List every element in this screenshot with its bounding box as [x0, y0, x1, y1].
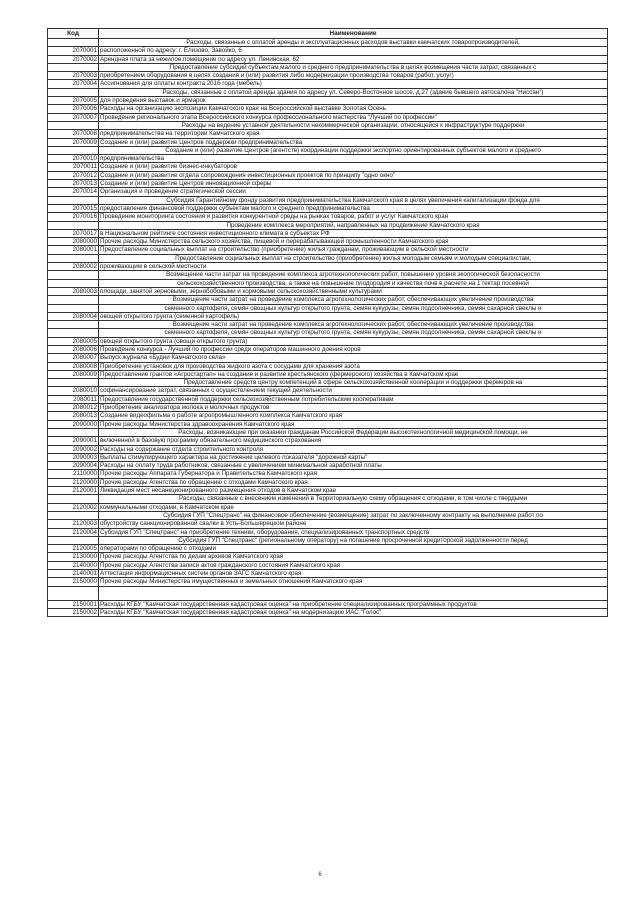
row-name: Субсидия ГУП "Спецтранс" на приобретение техники, оборудования, специализированных транспортных средств — [99, 528, 608, 536]
table-row — [48, 428, 608, 436]
table-row — [48, 204, 608, 212]
table-row — [48, 238, 608, 246]
row-name: предоставления финансовой поддержки субъектам малого и среднего предпринимательства — [99, 204, 608, 212]
row-name: расположенной по адресу: г. Елизово, Завойко, 6 — [99, 47, 608, 55]
row-code: 2120005 — [48, 545, 99, 553]
row-name: Создание и (или) развитие бизнес-инкубаторов — [99, 163, 608, 171]
row-code: 2080007 — [48, 354, 99, 362]
row-code: 2070002 — [48, 55, 99, 63]
row-code: 2120003 — [48, 520, 99, 528]
row-name: семенного картофеля, семян овощных культур открытого грунта, семян кукурузы, семян подсолнечника, семян сахарной свеклы и — [99, 329, 608, 337]
table-row — [48, 511, 608, 519]
row-code — [48, 196, 99, 204]
code-column-header: Код — [48, 29, 99, 39]
row-name: Расходы на организацию экспозиции Камчатского края на Всероссийской выставке Золотая Осень — [99, 105, 608, 113]
row-name: Выпуск журнала «Будни Камчатского села» — [99, 354, 608, 362]
row-name: Прочие расходы Аппарата Губернатора и Правительства Камчатского края — [99, 470, 608, 478]
row-code: 2070001 — [48, 47, 99, 55]
table-row — [48, 138, 608, 146]
table-row — [48, 63, 608, 71]
row-code — [48, 296, 99, 304]
table-row — [48, 487, 608, 495]
row-code: 2070014 — [48, 188, 99, 196]
row-code — [48, 271, 99, 279]
table-row — [48, 404, 608, 412]
row-code: 2080001 — [48, 246, 99, 254]
table-row — [48, 39, 608, 47]
table-row — [48, 180, 608, 188]
row-name: Расходы КГБУ "Камчатская государственная кадастровая оценка" на модернизацию ИАС "Голос" — [99, 608, 608, 616]
row-code: 2070013 — [48, 180, 99, 188]
row-code: 2080005 — [48, 337, 99, 345]
row-code: 2120004 — [48, 528, 99, 536]
table-row — [48, 321, 608, 329]
row-name: Прочие расходы Министерства здравоохранения Камчатского края — [99, 420, 608, 428]
table-row — [48, 55, 608, 63]
table-row — [48, 130, 608, 138]
row-name: Предоставление социальных выплат на строительство (приобретение) жилья гражданам, проживающим в сельской местности — [99, 246, 608, 254]
table-row — [48, 188, 608, 196]
table-row — [48, 528, 608, 536]
row-code — [48, 304, 99, 312]
row-name: Организация и проведение стратегической сессии — [99, 188, 608, 196]
row-code — [48, 321, 99, 329]
row-name: Проведение регионального этапа Всероссийского конкурса профессионального мастерства "Лучший по профессии" — [99, 113, 608, 121]
row-code: 2080008 — [48, 362, 99, 370]
row-name: Приобретение установок для производства жидкого азота с сосудами для хранения азота — [99, 362, 608, 370]
row-code: 2070005 — [48, 97, 99, 105]
row-name: Прочие расходы Агентства по делам архивов Камчатского края — [99, 553, 608, 561]
row-name: площади, занятой зерновыми, зернобобовыми и кормовыми сельскохозяйственными культурами — [99, 287, 608, 295]
table-row — [48, 354, 608, 362]
row-code: 2090004 — [48, 462, 99, 470]
table-row — [48, 495, 608, 503]
row-name: Возмещение части затрат на проведение комплекса агротехнологических работ, обеспечивающих увеличение производства — [99, 321, 608, 329]
budget-codes-table — [47, 28, 608, 617]
table-row — [48, 345, 608, 353]
row-name: Предоставление грантов «Агростартап» на создание и развитие крестьянского (фермерского) хозяйства в Камчатском крае — [99, 370, 608, 378]
table-row — [48, 287, 608, 295]
row-name: Расходы на содержание отдела строительного контроля — [99, 445, 608, 453]
row-name: Прочие расходы Агентства по обращению с отходами Камчатского края — [99, 478, 608, 486]
table-row — [48, 478, 608, 486]
row-code — [48, 495, 99, 503]
row-name: Арендная плата за нежилое помещение по адресу ул. Ленинская, 62 — [99, 55, 608, 63]
table-row — [48, 470, 608, 478]
row-name: семенного картофеля, семян овощных культур открытого грунта, семян кукурузы, семян подсолнечника, семян сахарной свеклы и — [99, 304, 608, 312]
row-code — [48, 379, 99, 387]
row-code — [48, 39, 99, 47]
table-row — [48, 196, 608, 204]
table-row — [48, 271, 608, 279]
table-row — [48, 121, 608, 129]
document-page — [47, 28, 607, 617]
row-code: 2120001 — [48, 487, 99, 495]
row-code: 2080009 — [48, 370, 99, 378]
row-name: коммунальными отходами, в Камчатском крае — [99, 503, 608, 511]
table-row — [48, 263, 608, 271]
row-name: Проведение мониторинга состояния и развития конкурентной среды на рынках товаров, работ и услуг Камчатского края — [99, 213, 608, 221]
row-name: Предоставление субсидий субъектам малого и среднего предпринимательства в целях возмещения части затрат, связанных с — [99, 63, 608, 71]
row-name: Субсидия Гарантийному фонду развития предпринимательства Камчатского края в целях увеличения капитализации фонда для — [99, 196, 608, 204]
row-code: 2080012 — [48, 404, 99, 412]
table-row — [48, 586, 608, 600]
row-code: 2150002 — [48, 608, 99, 616]
row-name: Возмещение части затрат на проведение комплекса агротехнологических работ, повышение уровня экологической безопасности — [99, 271, 608, 279]
row-name: Расходы КГБУ "Камчатская государственная кадастровая оценка" на приобретение специализированных программных продуктов — [99, 600, 608, 608]
page-number: 6 — [318, 872, 322, 878]
row-code: 2090002 — [48, 445, 99, 453]
row-code: 2070015 — [48, 204, 99, 212]
row-code: 2120002 — [48, 503, 99, 511]
table-row — [48, 88, 608, 96]
row-name: Субсидия ГУП "Спецтранс" (региональному оператору) на погашение просроченной кредиторской задолженности перед — [99, 536, 608, 544]
table-row — [48, 329, 608, 337]
row-code: 2070008 — [48, 130, 99, 138]
row-name: овощей открытого грунта (семенной картофель) — [99, 312, 608, 320]
row-name: Расходы, связанные с оплатой аренды и эксплуатационных расходов выставки камчатских товаропроизводителей, — [99, 39, 608, 47]
row-name: Расходы на ведение уставной деятельности некоммерческой организации, относящейся к инфраструктуре поддержки — [99, 121, 608, 129]
table-row — [48, 146, 608, 154]
row-code: 2150000 — [48, 578, 99, 586]
row-name: Приобретение анализатора молока и молочных продуктов — [99, 404, 608, 412]
table-row — [48, 437, 608, 445]
row-name: овощей открытого грунта (овощи открытого грунта) — [99, 337, 608, 345]
row-name: Предоставление государственной поддержки сельскохозяйственным потребительским кооперативам — [99, 395, 608, 403]
row-code: 2080006 — [48, 345, 99, 353]
row-code: 2070004 — [48, 80, 99, 88]
table-row — [48, 296, 608, 304]
row-code: 2080013 — [48, 412, 99, 420]
row-name: Расходы на оплату труда работников, связанные с увеличением минимальной заработной платы — [99, 462, 608, 470]
row-code: 2150001 — [48, 600, 99, 608]
table-row — [48, 561, 608, 569]
row-name: Проведение конкурса - Лучший по профессии среди операторов машинного доения коров — [99, 345, 608, 353]
row-code: 2070016 — [48, 213, 99, 221]
table-row — [48, 304, 608, 312]
row-code: 2070011 — [48, 163, 99, 171]
row-name: проживающим в сельской местности — [99, 263, 608, 271]
row-code: 2080010 — [48, 387, 99, 395]
table-row — [48, 553, 608, 561]
table-row — [48, 578, 608, 586]
row-name: Создание и (или) развитие Центров (агентств) координации поддержки экспортно ориентированных субъектов малого и среднего — [99, 146, 608, 154]
table-row — [48, 171, 608, 179]
row-code — [48, 146, 99, 154]
row-name: Прочие расходы Министерства имущественных и земельных отношений Камчатского края — [99, 578, 608, 586]
row-code: 2080002 — [48, 263, 99, 271]
table-row — [48, 221, 608, 229]
table-row — [48, 47, 608, 55]
row-name: Создание видеофильма о работе агропромышленного комплекса Камчатского края — [99, 412, 608, 420]
row-code — [48, 254, 99, 262]
table-row — [48, 600, 608, 608]
table-body — [48, 39, 608, 617]
row-code: 2090000 — [48, 420, 99, 428]
table-row — [48, 312, 608, 320]
row-name: операторами по обращению с отходами — [99, 545, 608, 553]
row-code: 2070012 — [48, 171, 99, 179]
row-code: 2080011 — [48, 395, 99, 403]
row-code: 2070010 — [48, 155, 99, 163]
table-row — [48, 213, 608, 221]
table-row — [48, 362, 608, 370]
row-name: для проведения выставок и ярмарок — [99, 97, 608, 105]
row-name: софинансирование затрат, связанных с осуществлением текущей деятельности — [99, 387, 608, 395]
row-name: Создание и (или) развитие отдела сопровождения инвестиционных проектов по принципу "одно окно" — [99, 171, 608, 179]
table-row — [48, 420, 608, 428]
row-code — [48, 511, 99, 519]
row-name: Расходы, связанные с внесением изменений в Территориальную схему обращения с отходами, в том числе с твердыми — [99, 495, 608, 503]
row-name: Ликвидация мест несанкционированного размещения отходов в Камчатском крае — [99, 487, 608, 495]
row-code: 2120000 — [48, 478, 99, 486]
row-code — [48, 88, 99, 96]
row-code: 2090001 — [48, 437, 99, 445]
table-row — [48, 113, 608, 121]
table-row — [48, 387, 608, 395]
row-name: предпринимательства на территории Камчатского края — [99, 130, 608, 138]
table-row — [48, 105, 608, 113]
row-name: в Национальном рейтинге состояния инвестиционного климата в субъектах РФ — [99, 229, 608, 237]
table-row — [48, 445, 608, 453]
row-code: 2090003 — [48, 453, 99, 461]
table-row — [48, 80, 608, 88]
table-row — [48, 254, 608, 262]
row-name: обустройству санкционированной свалки в Усть-Большерецком районе — [99, 520, 608, 528]
row-code: 2070009 — [48, 138, 99, 146]
name-column-header: Наименование — [99, 29, 608, 39]
table-row — [48, 337, 608, 345]
row-name: Прочие расходы Агентства записи актов гражданского состояния Камчатского края — [99, 561, 608, 569]
row-code: 2070017 — [48, 229, 99, 237]
row-name: Выплаты стимулирующего характера на достижение целевого показателя "дорожной карты" — [99, 453, 608, 461]
row-name: Аттестация информационных систем органов ЗАГС Камчатского края — [99, 570, 608, 578]
table-row — [48, 453, 608, 461]
row-code: 2140001 — [48, 570, 99, 578]
row-name: Возмещение части затрат на проведение комплекса агротехнологических работ, обеспечивающих увеличение производства — [99, 296, 608, 304]
row-name: предпринимательства — [99, 155, 608, 163]
row-name: Ассигнования для оплаты контракта 2016 года (мебель) — [99, 80, 608, 88]
row-name: Создание и (или) развитие Центров поддержки предпринимательства — [99, 138, 608, 146]
table-row — [48, 279, 608, 287]
row-code — [48, 428, 99, 436]
row-code: 2080004 — [48, 312, 99, 320]
table-row — [48, 379, 608, 387]
row-name: Расходы, связанные с оплатой аренды здания по адресу ул. Северо-Восточное шоссе, д.27 (здание бывшего автосалона "Ниссан") — [99, 88, 608, 96]
row-name: Субсидия ГУП "Спецтранс" на финансовое обеспечение (возмещение) затрат по заключенному контракту на выполнение работ по — [99, 511, 608, 519]
row-name: включенной в базовую программу обязательного медицинского страхования — [99, 437, 608, 445]
table-row — [48, 545, 608, 553]
row-name: сельскохозяйственного производства, а также на повышение плодородия и качества почв в расчете на 1 гектар посевной — [99, 279, 608, 287]
row-code: 2080003 — [48, 287, 99, 295]
table-row — [48, 395, 608, 403]
table-row — [48, 246, 608, 254]
table-row — [48, 370, 608, 378]
table-row — [48, 97, 608, 105]
row-code: 2110000 — [48, 470, 99, 478]
row-name: Расходы, возникающие при оказании гражданам Российской Федерации высокотехнологичной медицинской помощи, не — [99, 428, 608, 436]
row-code: 2080000 — [48, 238, 99, 246]
table-row — [48, 536, 608, 544]
table-row — [48, 412, 608, 420]
table-row — [48, 163, 608, 171]
row-name: Предоставление средств центру компетенций в сфере сельскохозяйственной кооперации и поддержки фермеров на — [99, 379, 608, 387]
row-code: 2070003 — [48, 72, 99, 80]
table-row — [48, 462, 608, 470]
table-row — [48, 608, 608, 616]
row-code: 2070007 — [48, 113, 99, 121]
row-name: Предоставление социальных выплат на строительство (приобретение) жилья молодым семьям и молодым специалистам, — [99, 254, 608, 262]
row-code: 2070006 — [48, 105, 99, 113]
row-code — [48, 329, 99, 337]
table-row — [48, 155, 608, 163]
row-code — [48, 586, 99, 600]
row-code — [48, 536, 99, 544]
row-code: 2140000 — [48, 561, 99, 569]
row-code — [48, 121, 99, 129]
table-row — [48, 520, 608, 528]
row-name: Проведение комплекса мероприятий, направленных на продвижение Камчатского края — [99, 221, 608, 229]
table-row — [48, 229, 608, 237]
table-row — [48, 570, 608, 578]
row-name: Прочие расходы Министерства сельского хозяйства, пищевой и перерабатывающей промышленности Камчатского края — [99, 238, 608, 246]
row-code — [48, 63, 99, 71]
row-name: приобретением оборудования в целях создания и (или) развития либо модернизации производства товаров (работ, услуг) — [99, 72, 608, 80]
row-code — [48, 221, 99, 229]
table-row — [48, 503, 608, 511]
row-code: 2130000 — [48, 553, 99, 561]
row-name — [99, 586, 608, 600]
table-header-row — [48, 29, 608, 39]
row-code — [48, 279, 99, 287]
row-name: Создание и (или) развитие Центров инновационной сферы — [99, 180, 608, 188]
table-row — [48, 72, 608, 80]
